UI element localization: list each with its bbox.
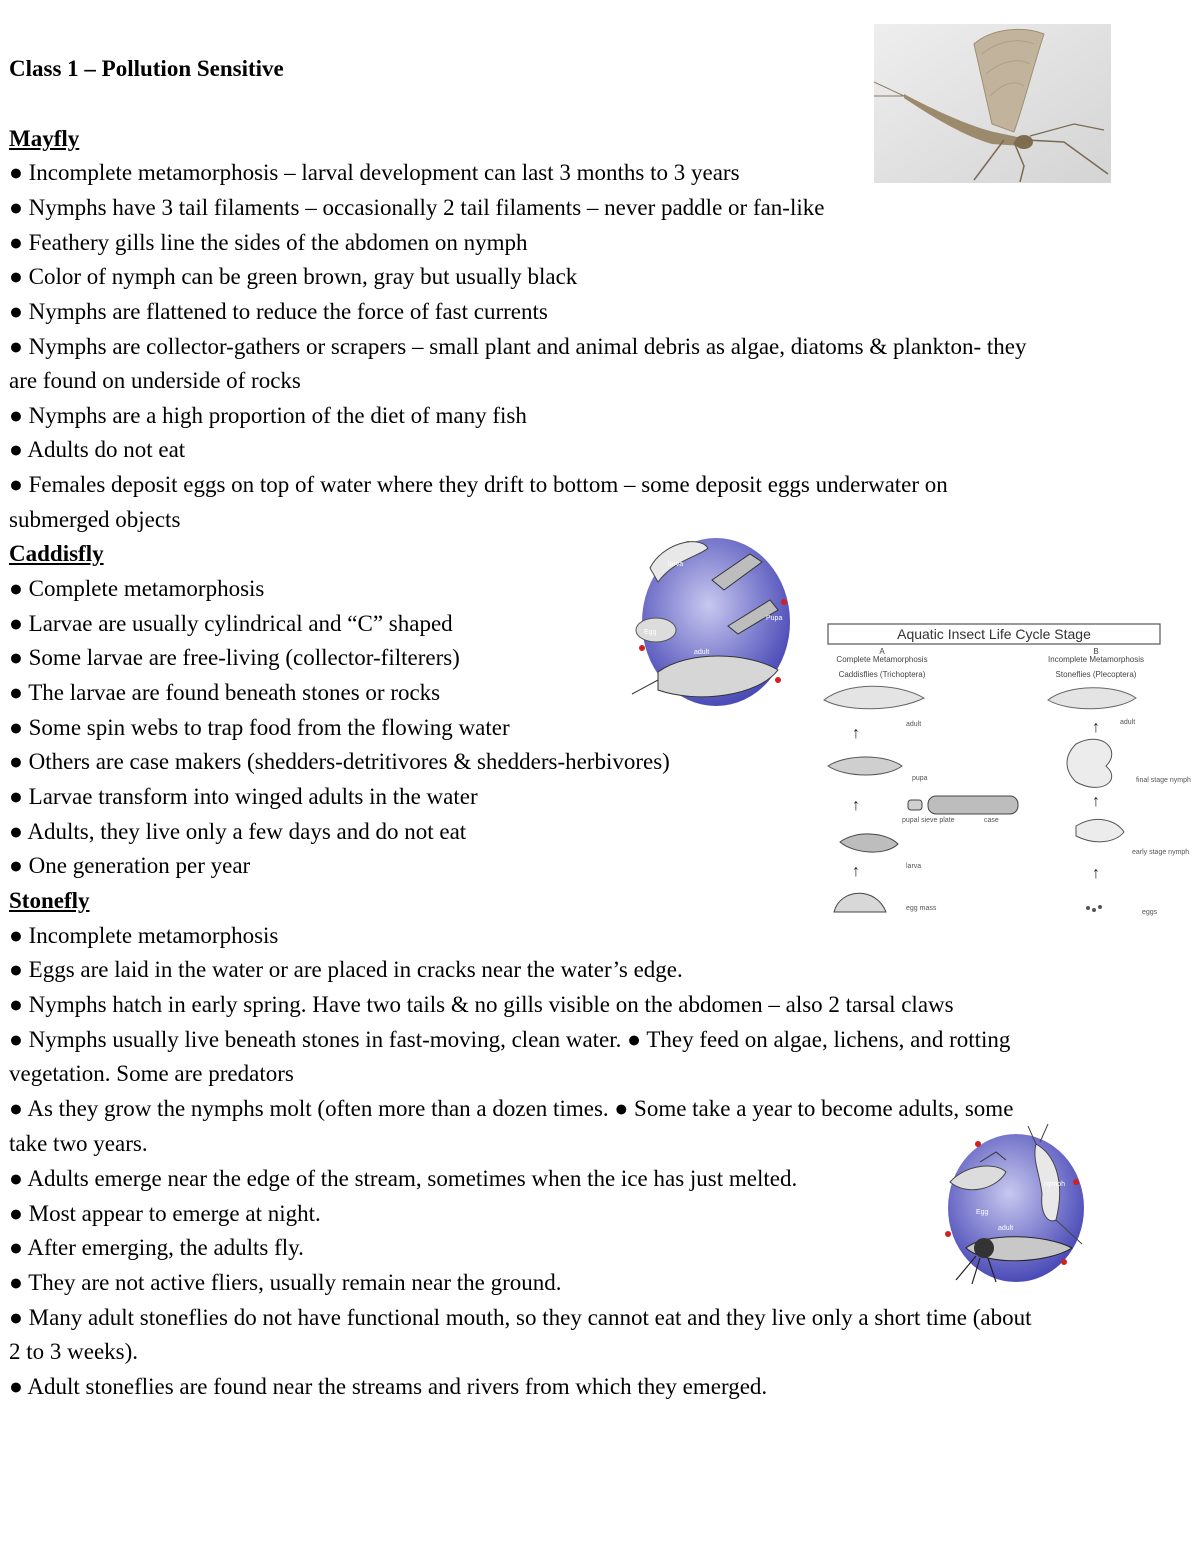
mayfly-line: ● Nymphs are flattened to reduce the force of fast currents <box>9 299 548 324</box>
diagram-label-final-stage-nymph: final stage nymph <box>1136 777 1191 784</box>
stonefly-line: vegetation. Some are predators <box>9 1061 294 1086</box>
diagram-right-order: Stoneflies (Plecoptera) <box>1055 670 1137 679</box>
stonefly-line: ● Most appear to emerge at night. <box>9 1201 321 1226</box>
stonefly-line: ● As they grow the nymphs molt (often more than a dozen times. ● Some take a year to become adults, some <box>9 1096 1014 1121</box>
caddisfly-line: ● The larvae are found beneath stones or rocks <box>9 680 441 705</box>
diagram-arrow: ↑ <box>852 863 860 880</box>
mayfly-line: ● Nymphs are a high proportion of the diet of many fish <box>9 403 527 428</box>
caddisfly-line: ● Others are case makers (shedders-detritivores & shedders-herbivores) <box>9 749 670 774</box>
caddis-label-pupa: Pupa <box>766 615 783 622</box>
caddisfly-line: ● One generation per year <box>9 853 251 878</box>
stone-label-egg: Egg <box>976 1209 989 1216</box>
stonefly-line: 2 to 3 weeks). <box>9 1339 139 1364</box>
caddis-label-larva: larva <box>668 561 684 568</box>
diagram-title: Aquatic Insect Life Cycle Stage <box>897 626 1091 642</box>
diagram-arrow: ↑ <box>852 797 860 814</box>
diagram-label-larva: larva <box>906 863 922 870</box>
stonefly-line: ● Adult stoneflies are found near the streams and rivers from which they emerged. <box>9 1374 768 1399</box>
diagram-label-pupa: pupa <box>912 775 928 782</box>
diagram-label-egg-mass: egg mass <box>906 905 937 912</box>
diagram-arrow: ↑ <box>1092 719 1100 736</box>
diagram-left-order: Caddisflies (Trichoptera) <box>838 670 926 679</box>
caddisfly-line: ● Complete metamorphosis <box>9 576 265 601</box>
caddis-label-adult: adult <box>694 649 710 656</box>
diagram-right-type: Incomplete Metamorphosis <box>1047 655 1145 664</box>
section-heading-mayfly: Mayfly <box>9 126 80 151</box>
mayfly-line: ● Nymphs are collector-gathers or scrapers – small plant and animal debris as algae, diatoms & plankton- they <box>9 334 1027 359</box>
mayfly-line: ● Nymphs have 3 tail filaments – occasionally 2 tail filaments – never paddle or fan-like <box>9 195 825 220</box>
stone-label-adult: adult <box>998 1225 1014 1232</box>
diagram-letter-a: A <box>879 647 885 656</box>
stonefly-line: ● Many adult stoneflies do not have functional mouth, so they cannot eat and they live only a short time (about <box>9 1305 1032 1330</box>
stonefly-line: ● After emerging, the adults fly. <box>9 1235 304 1260</box>
mayfly-line: ● Incomplete metamorphosis – larval development can last 3 months to 3 years <box>9 160 740 185</box>
stonefly-line: ● Nymphs usually live beneath stones in fast-moving, clean water. ● They feed on algae, lichens, and rotting <box>9 1027 1011 1052</box>
stonefly-line: take two years. <box>9 1131 148 1156</box>
caddisfly-line: ● Some spin webs to trap food from the flowing water <box>9 715 510 740</box>
page-title: Class 1 – Pollution Sensitive <box>9 56 284 81</box>
stonefly-line: ● Nymphs hatch in early spring. Have two tails & no gills visible on the abdomen – also 2 tarsal claws <box>9 992 954 1017</box>
stonefly-line: ● Incomplete metamorphosis <box>9 923 279 948</box>
caddis-label-egg: Egg <box>644 629 657 636</box>
diagram-arrow: ↑ <box>1092 865 1100 882</box>
diagram-label-eggs: eggs <box>1142 909 1158 916</box>
diagram-arrow: ↑ <box>852 725 860 742</box>
diagram-left-type: Complete Metamorphosis <box>836 655 928 664</box>
diagram-label-early-stage-nymph: early stage nymph <box>1132 849 1190 856</box>
mayfly-line: ● Adults do not eat <box>9 437 186 462</box>
stonefly-line: ● Adults emerge near the edge of the stream, sometimes when the ice has just melted. <box>9 1166 798 1191</box>
mayfly-line: submerged objects <box>9 507 181 532</box>
stonefly-line: ● Eggs are laid in the water or are placed in cracks near the water’s edge. <box>9 957 683 982</box>
diagram-arrow: ↑ <box>1092 793 1100 810</box>
caddisfly-line: ● Some larvae are free-living (collector-filterers) <box>9 645 460 670</box>
aquatic-insect-life-cycle-diagram <box>806 620 1194 925</box>
caddisfly-line: ● Larvae transform into winged adults in the water <box>9 784 478 809</box>
caddisfly-line: ● Larvae are usually cylindrical and “C” shaped <box>9 611 453 636</box>
mayfly-photo <box>874 24 1111 183</box>
diagram-label-pupal-sieve-plate: pupal sieve plate <box>902 817 955 824</box>
caddisfly-life-cycle-image <box>628 530 796 712</box>
diagram-label-case: case <box>984 817 999 824</box>
stonefly-life-cycle-image <box>936 1124 1088 1289</box>
mayfly-line: ● Feathery gills line the sides of the abdomen on nymph <box>9 230 528 255</box>
mayfly-line: ● Females deposit eggs on top of water where they drift to bottom – some deposit eggs underwater on <box>9 472 948 497</box>
section-heading-stonefly: Stonefly <box>9 888 90 913</box>
diagram-label-adult-right: adult <box>1120 719 1136 726</box>
caddisfly-line: ● Adults, they live only a few days and do not eat <box>9 819 467 844</box>
section-heading-caddisfly: Caddisfly <box>9 541 104 566</box>
mayfly-line: are found on underside of rocks <box>9 368 301 393</box>
stonefly-line: ● They are not active fliers, usually remain near the ground. <box>9 1270 562 1295</box>
mayfly-line: ● Color of nymph can be green brown, gray but usually black <box>9 264 578 289</box>
stone-label-nymph: nymph <box>1044 1181 1066 1188</box>
diagram-letter-b: B <box>1093 647 1099 656</box>
diagram-label-adult-left: adult <box>906 721 922 728</box>
